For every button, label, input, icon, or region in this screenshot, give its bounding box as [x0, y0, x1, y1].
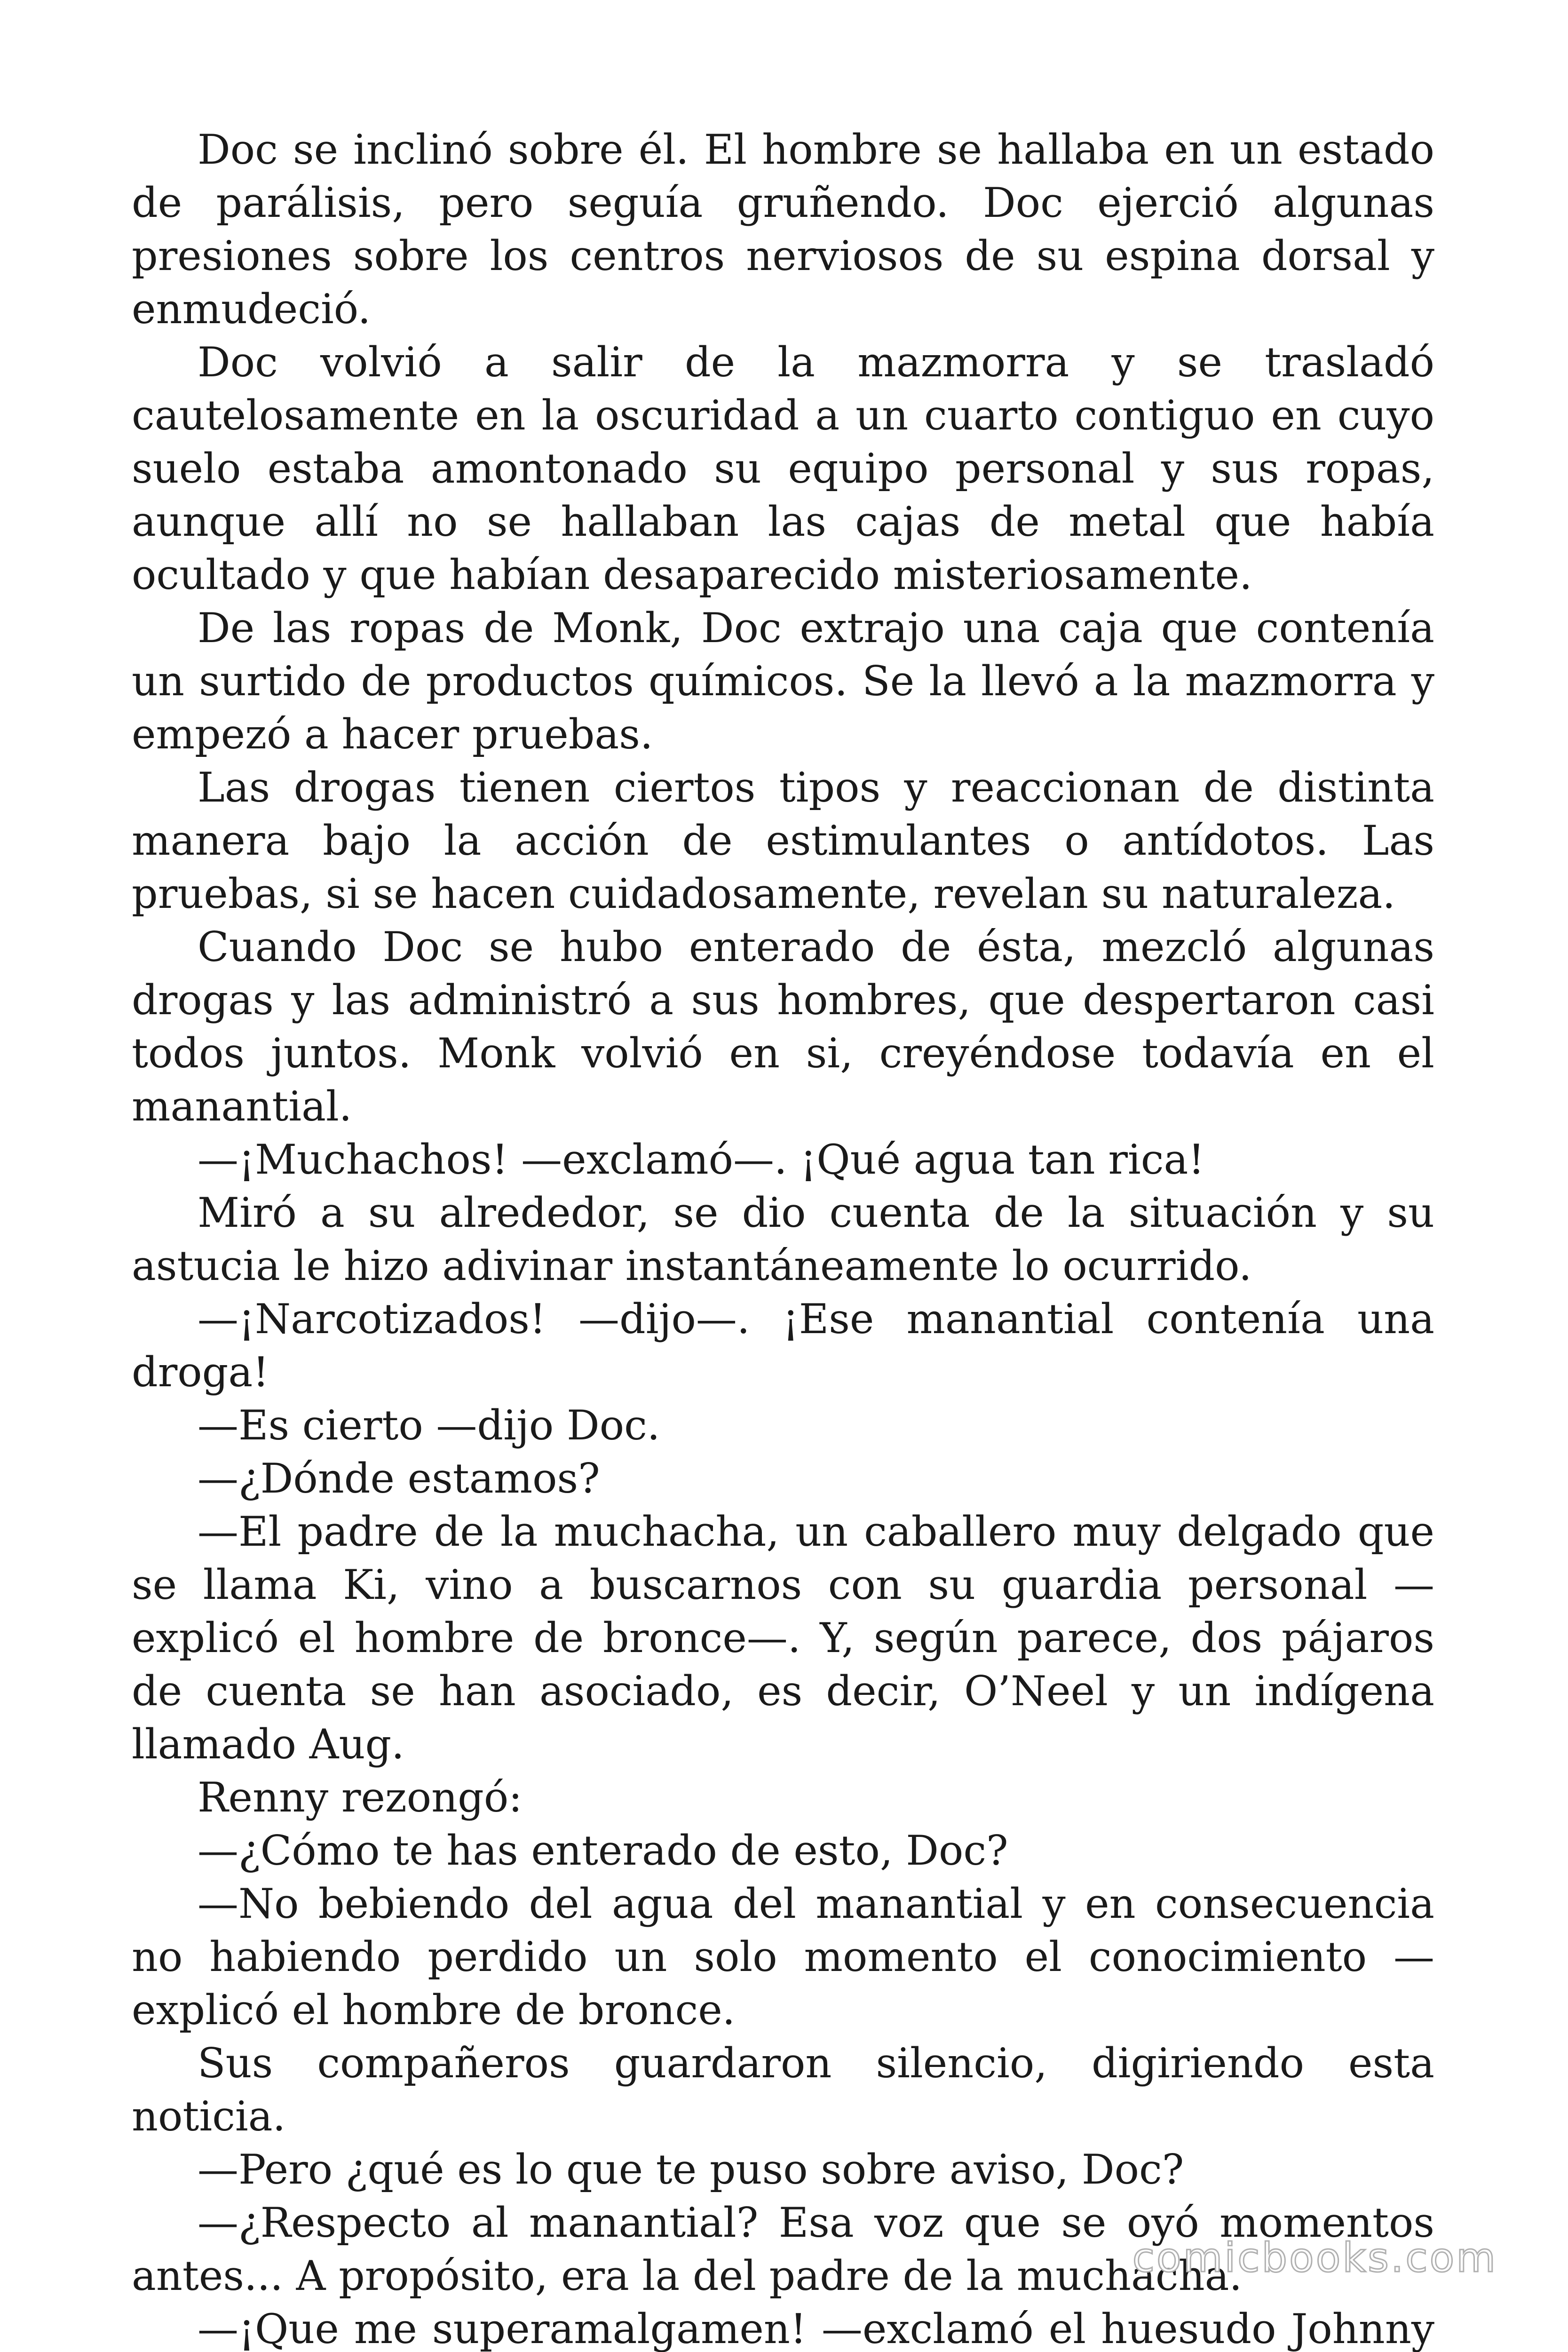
paragraph: —El padre de la muchacha, un caballero muy delgado que se llama Ki, vino a buscarnos con su guardia personal —explicó el hombre de bronce—. Y, según parece, dos pájaros de cuenta se han asociado, es decir, O’Neel y un indígena llamado Aug. [132, 1508, 1434, 1768]
paragraph: Las drogas tienen ciertos tipos y reaccionan de distinta manera bajo la acción de estimulantes o antídotos. Las pruebas, si se hacen cuidadosamente, revelan su naturaleza. [132, 763, 1434, 918]
paragraph: De las ropas de Monk, Doc extrajo una caja que contenía un surtido de productos químicos. Se la llevó a la mazmorra y empezó a hacer pruebas. [132, 604, 1434, 758]
paragraph: —Pero ¿qué es lo que te puso sobre aviso, Doc? [198, 2145, 1184, 2193]
paragraph: —No bebiendo del agua del manantial y en consecuencia no habiendo perdido un solo momento el conocimiento —explicó el hombre de bronce. [132, 1880, 1434, 2034]
book-page-text [132, 123, 1434, 2352]
paragraph: Miró a su alrededor, se dio cuenta de la situación y su astucia le hizo adivinar instantáneamente lo ocurrido. [132, 1189, 1434, 1290]
paragraph: Doc se inclinó sobre él. El hombre se hallaba en un estado de parálisis, pero seguía gruñendo. Doc ejerció algunas presiones sobre los centros nerviosos de su espina dorsal y enmudeció. [132, 126, 1434, 333]
paragraph: Doc volvió a salir de la mazmorra y se trasladó cautelosamente en la oscuridad a un cuarto contiguo en cuyo suelo estaba amontonado su equipo personal y sus ropas, aunque allí no se hallaban las cajas de metal que había ocultado y que habían desaparecido misteriosamente. [132, 338, 1434, 599]
paragraph: Renny rezongó: [198, 1773, 523, 1821]
paragraph: —Es cierto —dijo Doc. [198, 1401, 660, 1449]
paragraph: Cuando Doc se hubo enterado de ésta, mezcló algunas drogas y las administró a sus hombres, que despertaron casi todos juntos. Monk volvió en si, creyéndose todavía en el manantial. [132, 923, 1434, 1130]
paragraph: —¡Muchachos! —exclamó—. ¡Qué agua tan rica! [198, 1136, 1205, 1184]
paragraph: —¿Respecto al manantial? Esa voz que se oyó momentos antes... A propósito, era la del padre de la muchacha. [132, 2199, 1434, 2300]
paragraph: —¿Cómo te has enterado de esto, Doc? [198, 1827, 1008, 1875]
paragraph: —¡Que me superamalgamen! —exclamó el huesudo Johnny [198, 2305, 1434, 2352]
paragraph: Sus compañeros guardaron silencio, digiriendo esta noticia. [132, 2039, 1434, 2140]
watermark: comicbooks.com [1132, 2234, 1497, 2281]
paragraph: —¿Dónde estamos? [198, 1454, 600, 1502]
paragraph: —¡Narcotizados! —dijo—. ¡Ese manantial contenía una droga! [132, 1295, 1434, 1396]
